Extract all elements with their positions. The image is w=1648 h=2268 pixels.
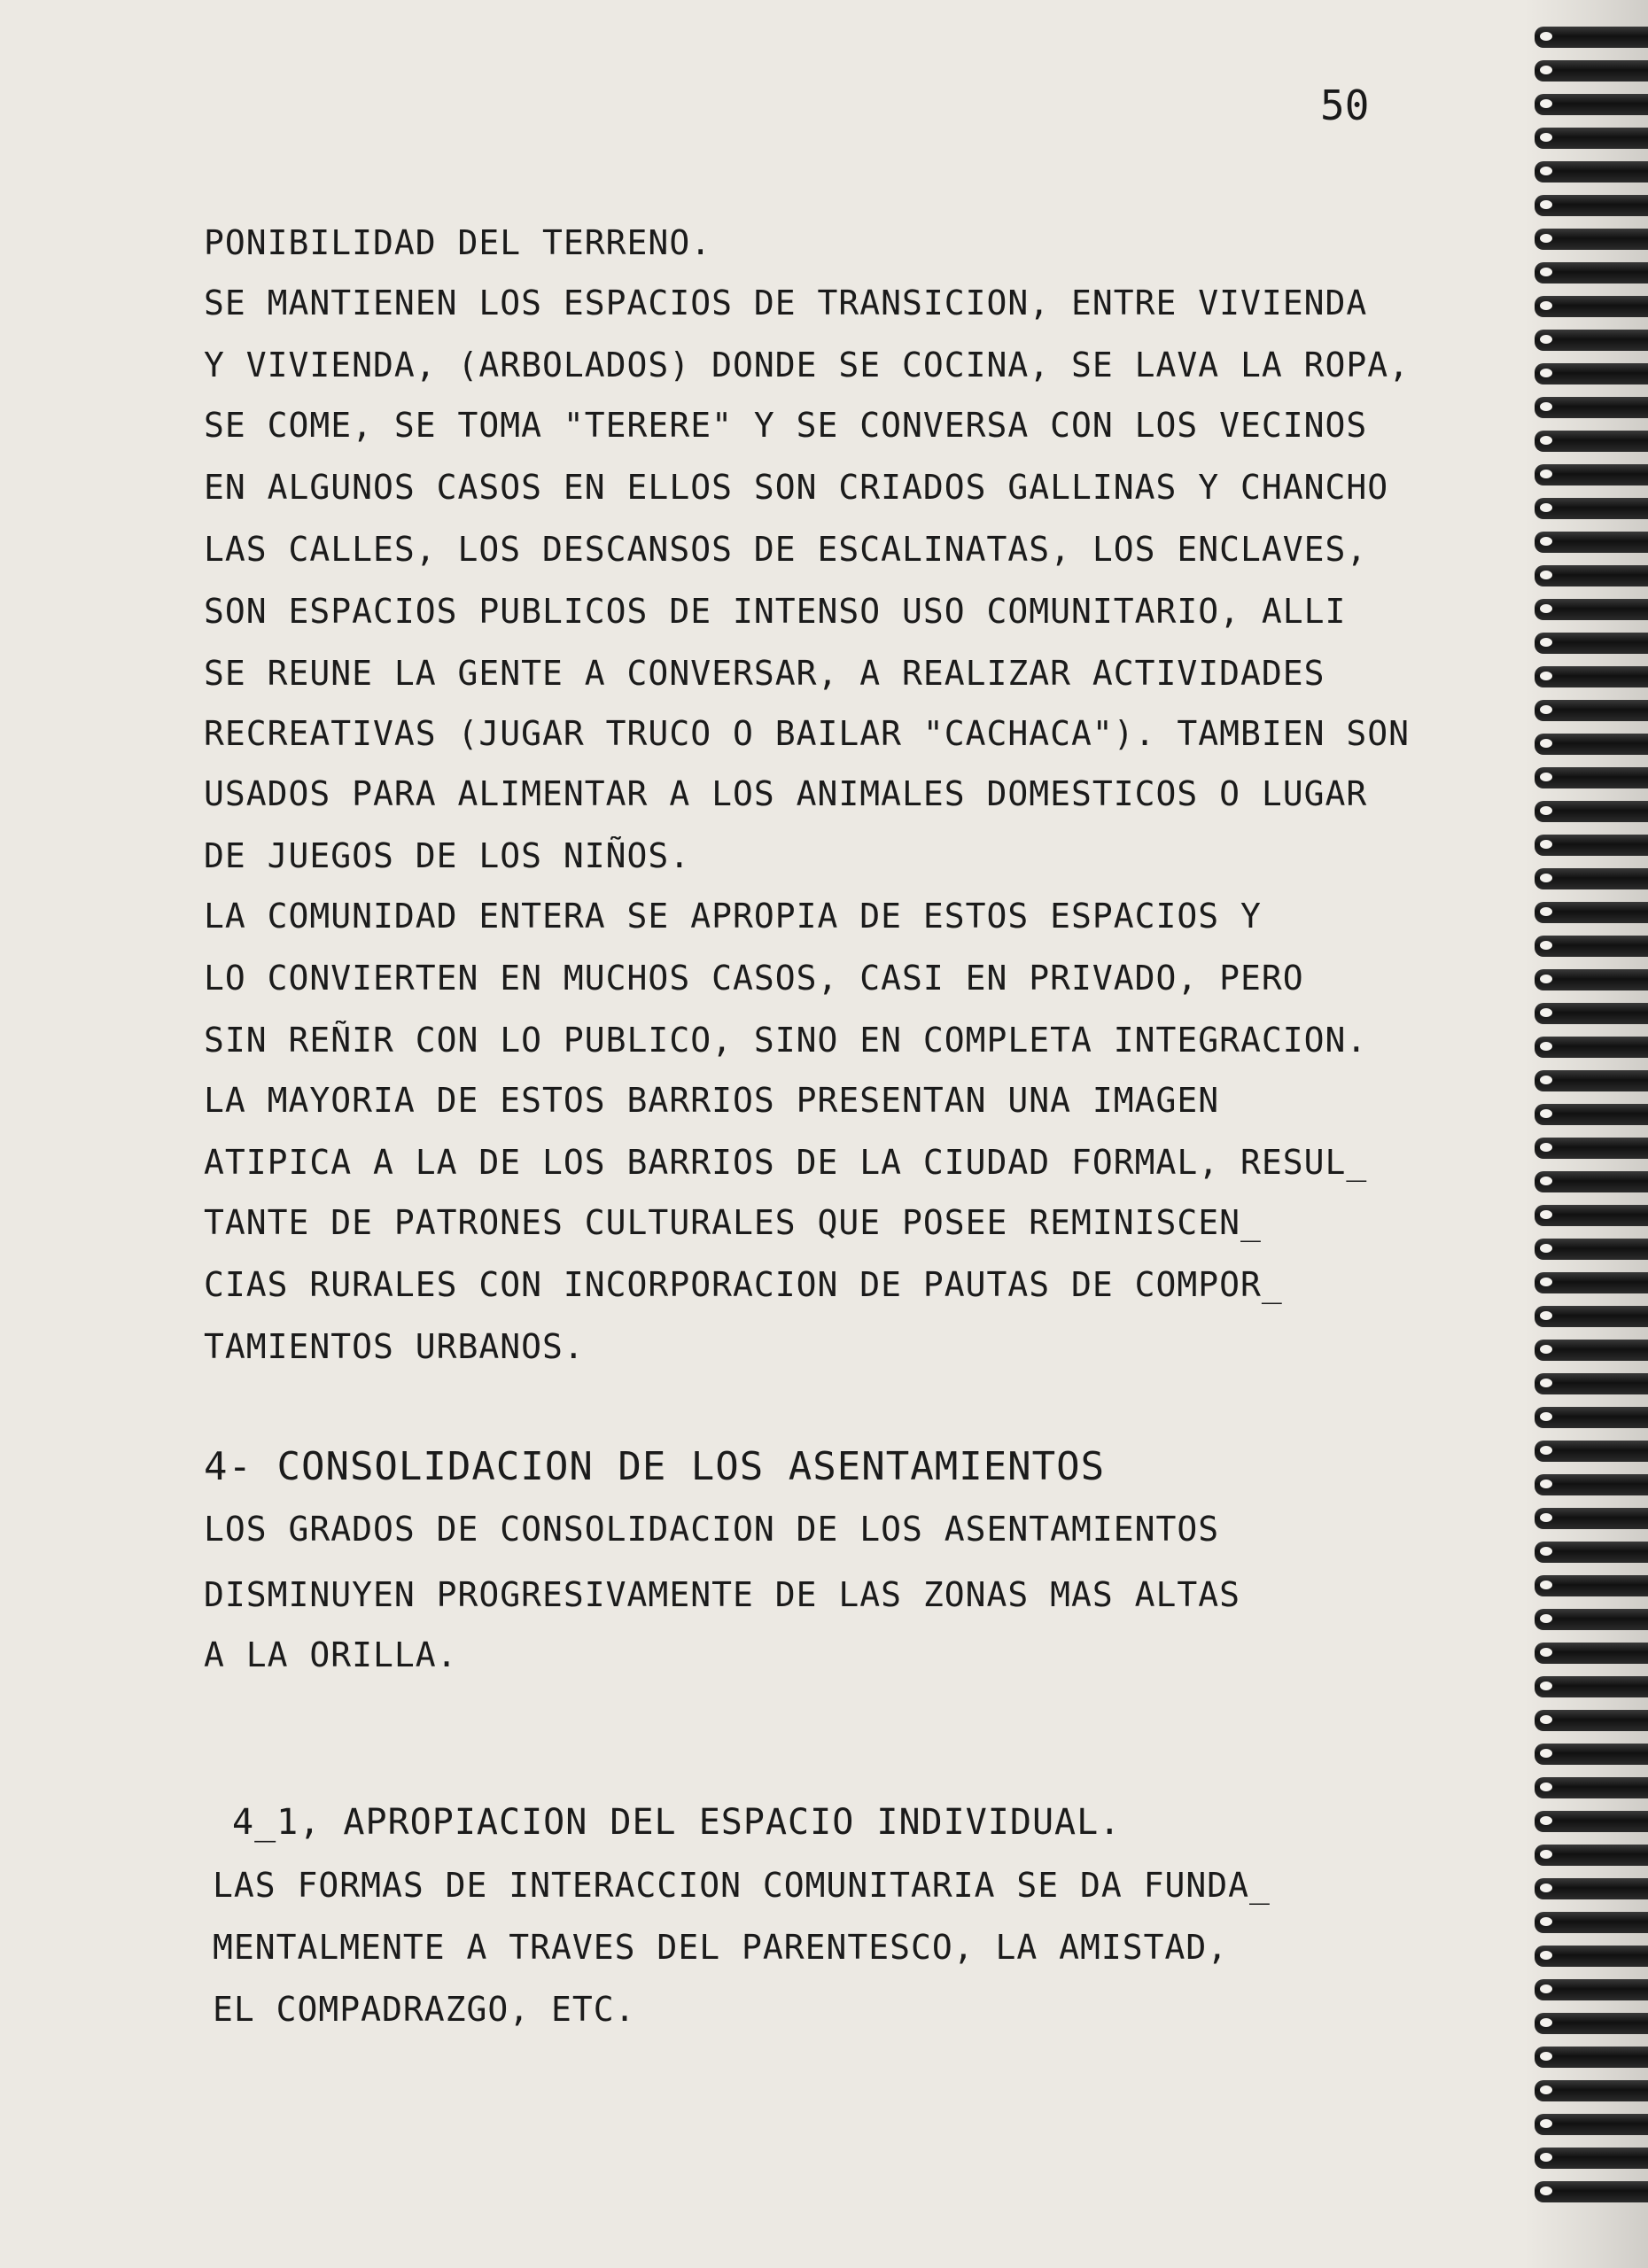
text-line: SIN REÑIR CON LO PUBLICO, SINO EN COMPLETA INTEGRACION.	[204, 1021, 1368, 1060]
binding-coil	[1535, 1239, 1648, 1260]
binding-coil	[1535, 700, 1648, 721]
binding-coil	[1535, 1912, 1648, 1933]
binding-coil	[1535, 2080, 1648, 2101]
section-heading: 4- CONSOLIDACION DE LOS ASENTAMIENTOS	[204, 1444, 1106, 1489]
binding-coil	[1535, 1777, 1648, 1798]
text-line: CIAS RURALES CON INCORPORACION DE PAUTAS DE COMPOR_	[204, 1265, 1283, 1304]
binding-coil	[1535, 1508, 1648, 1529]
text-line: USADOS PARA ALIMENTAR A LOS ANIMALES DOMESTICOS O LUGAR	[204, 774, 1368, 813]
binding-coil	[1535, 1643, 1648, 1664]
binding-coil	[1535, 2181, 1648, 2202]
text-line: EL COMPADRAZGO, ETC.	[213, 1990, 636, 2029]
text-line: LAS FORMAS DE INTERACCION COMUNITARIA SE DA FUNDA_	[213, 1866, 1271, 1905]
binding-coil	[1535, 498, 1648, 519]
text-line: MENTALMENTE A TRAVES DEL PARENTESCO, LA AMISTAD,	[213, 1928, 1229, 1967]
text-line: LOS GRADOS DE CONSOLIDACION DE LOS ASENTAMIENTOS	[204, 1510, 1220, 1549]
binding-coil	[1535, 1138, 1648, 1159]
text-line: SE MANTIENEN LOS ESPACIOS DE TRANSICION, ENTRE VIVIENDA	[204, 284, 1368, 322]
binding-coil	[1535, 2114, 1648, 2135]
binding-coil	[1535, 868, 1648, 889]
binding-coil	[1535, 128, 1648, 149]
text-line: SE COME, SE TOMA "TERERE" Y SE CONVERSA CON LOS VECINOS	[204, 406, 1368, 445]
binding-coil	[1535, 734, 1648, 755]
binding-coil	[1535, 363, 1648, 384]
binding-coil	[1535, 1037, 1648, 1058]
text-line: A LA ORILLA.	[204, 1635, 458, 1674]
binding-coil	[1535, 633, 1648, 654]
text-line: PONIBILIDAD DEL TERRENO.	[204, 223, 712, 262]
binding-coil	[1535, 1272, 1648, 1293]
binding-coil	[1535, 1407, 1648, 1428]
binding-coil	[1535, 1710, 1648, 1731]
binding-coil	[1535, 1845, 1648, 1866]
binding-coil	[1535, 27, 1648, 48]
binding-coil	[1535, 1474, 1648, 1495]
binding-coil	[1535, 767, 1648, 788]
binding-coil	[1535, 464, 1648, 485]
binding-coil	[1535, 1542, 1648, 1563]
text-line: DE JUEGOS DE LOS NIÑOS.	[204, 836, 691, 875]
text-line: SE REUNE LA GENTE A CONVERSAR, A REALIZAR ACTIVIDADES	[204, 654, 1325, 693]
binding-coil	[1535, 330, 1648, 351]
binding-coil	[1535, 1104, 1648, 1125]
binding-coil	[1535, 195, 1648, 216]
binding-coil	[1535, 94, 1648, 115]
binding-coil	[1535, 296, 1648, 317]
text-line: SON ESPACIOS PUBLICOS DE INTENSO USO COMUNITARIO, ALLI	[204, 592, 1347, 631]
binding-coil	[1535, 936, 1648, 957]
binding-coil	[1535, 2047, 1648, 2068]
text-line: LO CONVIERTEN EN MUCHOS CASOS, CASI EN PRIVADO, PERO	[204, 959, 1304, 998]
binding-coil	[1535, 1373, 1648, 1394]
binding-coil	[1535, 532, 1648, 553]
binding-coil	[1535, 1676, 1648, 1697]
binding-coil	[1535, 1744, 1648, 1765]
binding-coil	[1535, 161, 1648, 183]
binding-coil	[1535, 801, 1648, 822]
text-line: LA COMUNIDAD ENTERA SE APROPIA DE ESTOS ESPACIOS Y	[204, 897, 1262, 936]
binding-coil	[1535, 1306, 1648, 1327]
binding-coil	[1535, 969, 1648, 990]
binding-coil	[1535, 1609, 1648, 1630]
binding-coil	[1535, 599, 1648, 620]
text-line: DISMINUYEN PROGRESIVAMENTE DE LAS ZONAS MAS ALTAS	[204, 1575, 1241, 1614]
binding-coil	[1535, 1070, 1648, 1091]
text-line: LAS CALLES, LOS DESCANSOS DE ESCALINATAS, LOS ENCLAVES,	[204, 530, 1368, 569]
binding-coil	[1535, 2148, 1648, 2169]
binding-coil	[1535, 1205, 1648, 1226]
binding-coil	[1535, 1003, 1648, 1024]
binding-coil	[1535, 1171, 1648, 1192]
binding-coil	[1535, 2013, 1648, 2034]
binding-coil	[1535, 397, 1648, 418]
binding-coil	[1535, 262, 1648, 284]
spiral-binding	[1533, 27, 1648, 2268]
text-line: Y VIVIENDA, (ARBOLADOS) DONDE SE COCINA, SE LAVA LA ROPA,	[204, 346, 1411, 384]
binding-coil	[1535, 1811, 1648, 1832]
binding-coil	[1535, 229, 1648, 250]
binding-coil	[1535, 1979, 1648, 2000]
binding-coil	[1535, 1575, 1648, 1596]
text-line: EN ALGUNOS CASOS EN ELLOS SON CRIADOS GALLINAS Y CHANCHO	[204, 468, 1389, 507]
subsection-heading: 4_1, APROPIACION DEL ESPACIO INDIVIDUAL.	[232, 1802, 1122, 1843]
binding-coil	[1535, 1878, 1648, 1899]
page-number: 50	[1320, 82, 1370, 129]
text-line: ATIPICA A LA DE LOS BARRIOS DE LA CIUDAD FORMAL, RESUL_	[204, 1143, 1368, 1182]
text-line: RECREATIVAS (JUGAR TRUCO O BAILAR "CACHACA"). TAMBIEN SON	[204, 714, 1411, 753]
text-line: TANTE DE PATRONES CULTURALES QUE POSEE REMINISCEN_	[204, 1203, 1262, 1242]
binding-coil	[1535, 1441, 1648, 1462]
text-line: LA MAYORIA DE ESTOS BARRIOS PRESENTAN UNA IMAGEN	[204, 1081, 1220, 1120]
binding-coil	[1535, 666, 1648, 687]
binding-coil	[1535, 835, 1648, 856]
binding-coil	[1535, 431, 1648, 452]
binding-coil	[1535, 1946, 1648, 1967]
binding-coil	[1535, 1340, 1648, 1361]
binding-coil	[1535, 60, 1648, 82]
binding-coil	[1535, 565, 1648, 586]
binding-coil	[1535, 902, 1648, 923]
text-line: TAMIENTOS URBANOS.	[204, 1327, 585, 1366]
